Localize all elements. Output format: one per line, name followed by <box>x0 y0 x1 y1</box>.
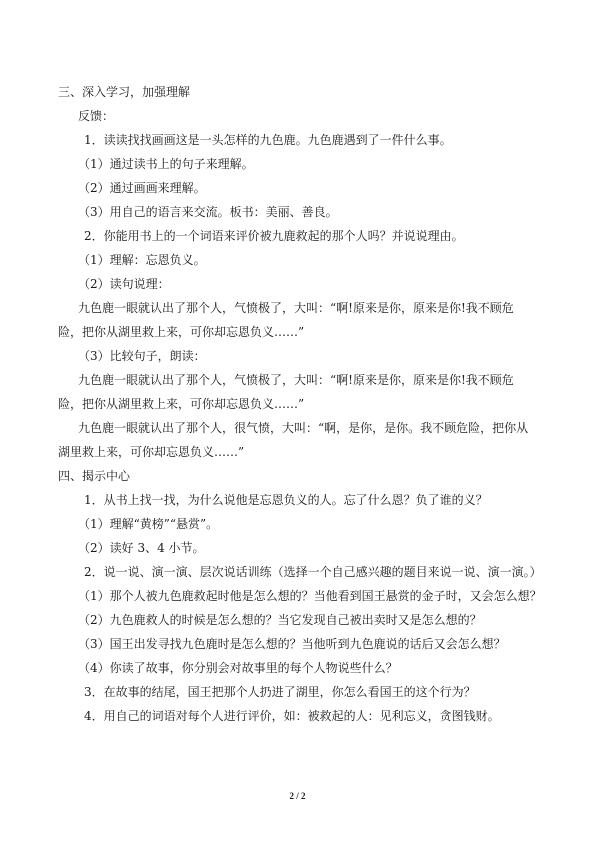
text-line: （3）比较句子，朗读： <box>78 349 206 363</box>
text-line: 反馈： <box>78 109 115 123</box>
text-line: 九色鹿一眼就认出了那个人，气愤极了，大叫：“啊!原来是你，原来是你!我不顾危 <box>78 373 514 387</box>
text-line: （2）读好 3、4 小节。 <box>78 541 205 555</box>
text-line: （1）通过读书上的句子来理解。 <box>78 157 254 171</box>
text-line: 四、揭示中心 <box>58 469 131 483</box>
text-line: （2）读句说理： <box>78 277 170 291</box>
text-line: 2．你能用书上的一个词语来评价被九鹿救起的那个人吗？并说说理由。 <box>84 229 464 243</box>
text-line: 险，把你从湖里救上来，可你却忘恩负义……” <box>58 325 305 339</box>
text-line: 1．读读找找画画这是一头怎样的九色鹿。九色鹿遇到了一件什么事。 <box>84 133 452 147</box>
document-body <box>58 80 548 728</box>
text-line: 2．说一说、演一演、层次说话训练（选择一个自己感兴趣的题目来说一说、演一演。） <box>84 565 542 579</box>
text-line: 4．用自己的词语对每个人进行评价，如：被救起的人：见利忘义，贪图钱财。 <box>84 709 500 723</box>
text-line: 1．从书上找一找，为什么说他是忘恩负义的人。忘了什么恩？负了谁的义？ <box>84 493 488 507</box>
text-line: 湖里救上来，可你却忘恩负义……” <box>58 445 245 459</box>
text-line: 九色鹿一眼就认出了那个人，很气愤，大叫：“啊，是你，是你。我不顾危险，把你从 <box>78 421 529 435</box>
text-line: （2）九色鹿救人的时候是怎么想的？当它发现自己被出卖时又是怎么想的？ <box>78 613 482 627</box>
text-line: （3）国王出发寻找九色鹿时是怎么想的？当他听到九色鹿说的话后又会怎么想？ <box>78 637 506 651</box>
text-line: （1）理解：忘恩负义。 <box>78 253 206 267</box>
text-line: 3．在故事的结尾，国王把那个人扔进了湖里，你怎么看国王的这个行为？ <box>84 685 476 699</box>
text-line: （4）你读了故事，你分别会对故事里的每个人物说些什么？ <box>78 661 398 675</box>
text-line: （3）用自己的语言来交流。板书：美丽、善良。 <box>78 205 338 219</box>
text-line: 九色鹿一眼就认出了那个人，气愤极了，大叫：“啊!原来是你，原来是你!我不顾危 <box>78 301 514 315</box>
text-line: （1）理解“黄榜”“悬赏”。 <box>78 517 219 531</box>
text-line: 险，把你从湖里救上来，可你却忘恩负义……” <box>58 397 305 411</box>
text-line: 三、深入学习，加强理解 <box>58 85 191 99</box>
text-line: （2）通过画画来理解。 <box>78 181 206 195</box>
text-line: （1）那个人被九色鹿救起时他是怎么想的？当他看到国王悬赏的金子时，又会怎么想？ <box>78 589 542 603</box>
page-number: 2 / 2 <box>289 791 306 801</box>
